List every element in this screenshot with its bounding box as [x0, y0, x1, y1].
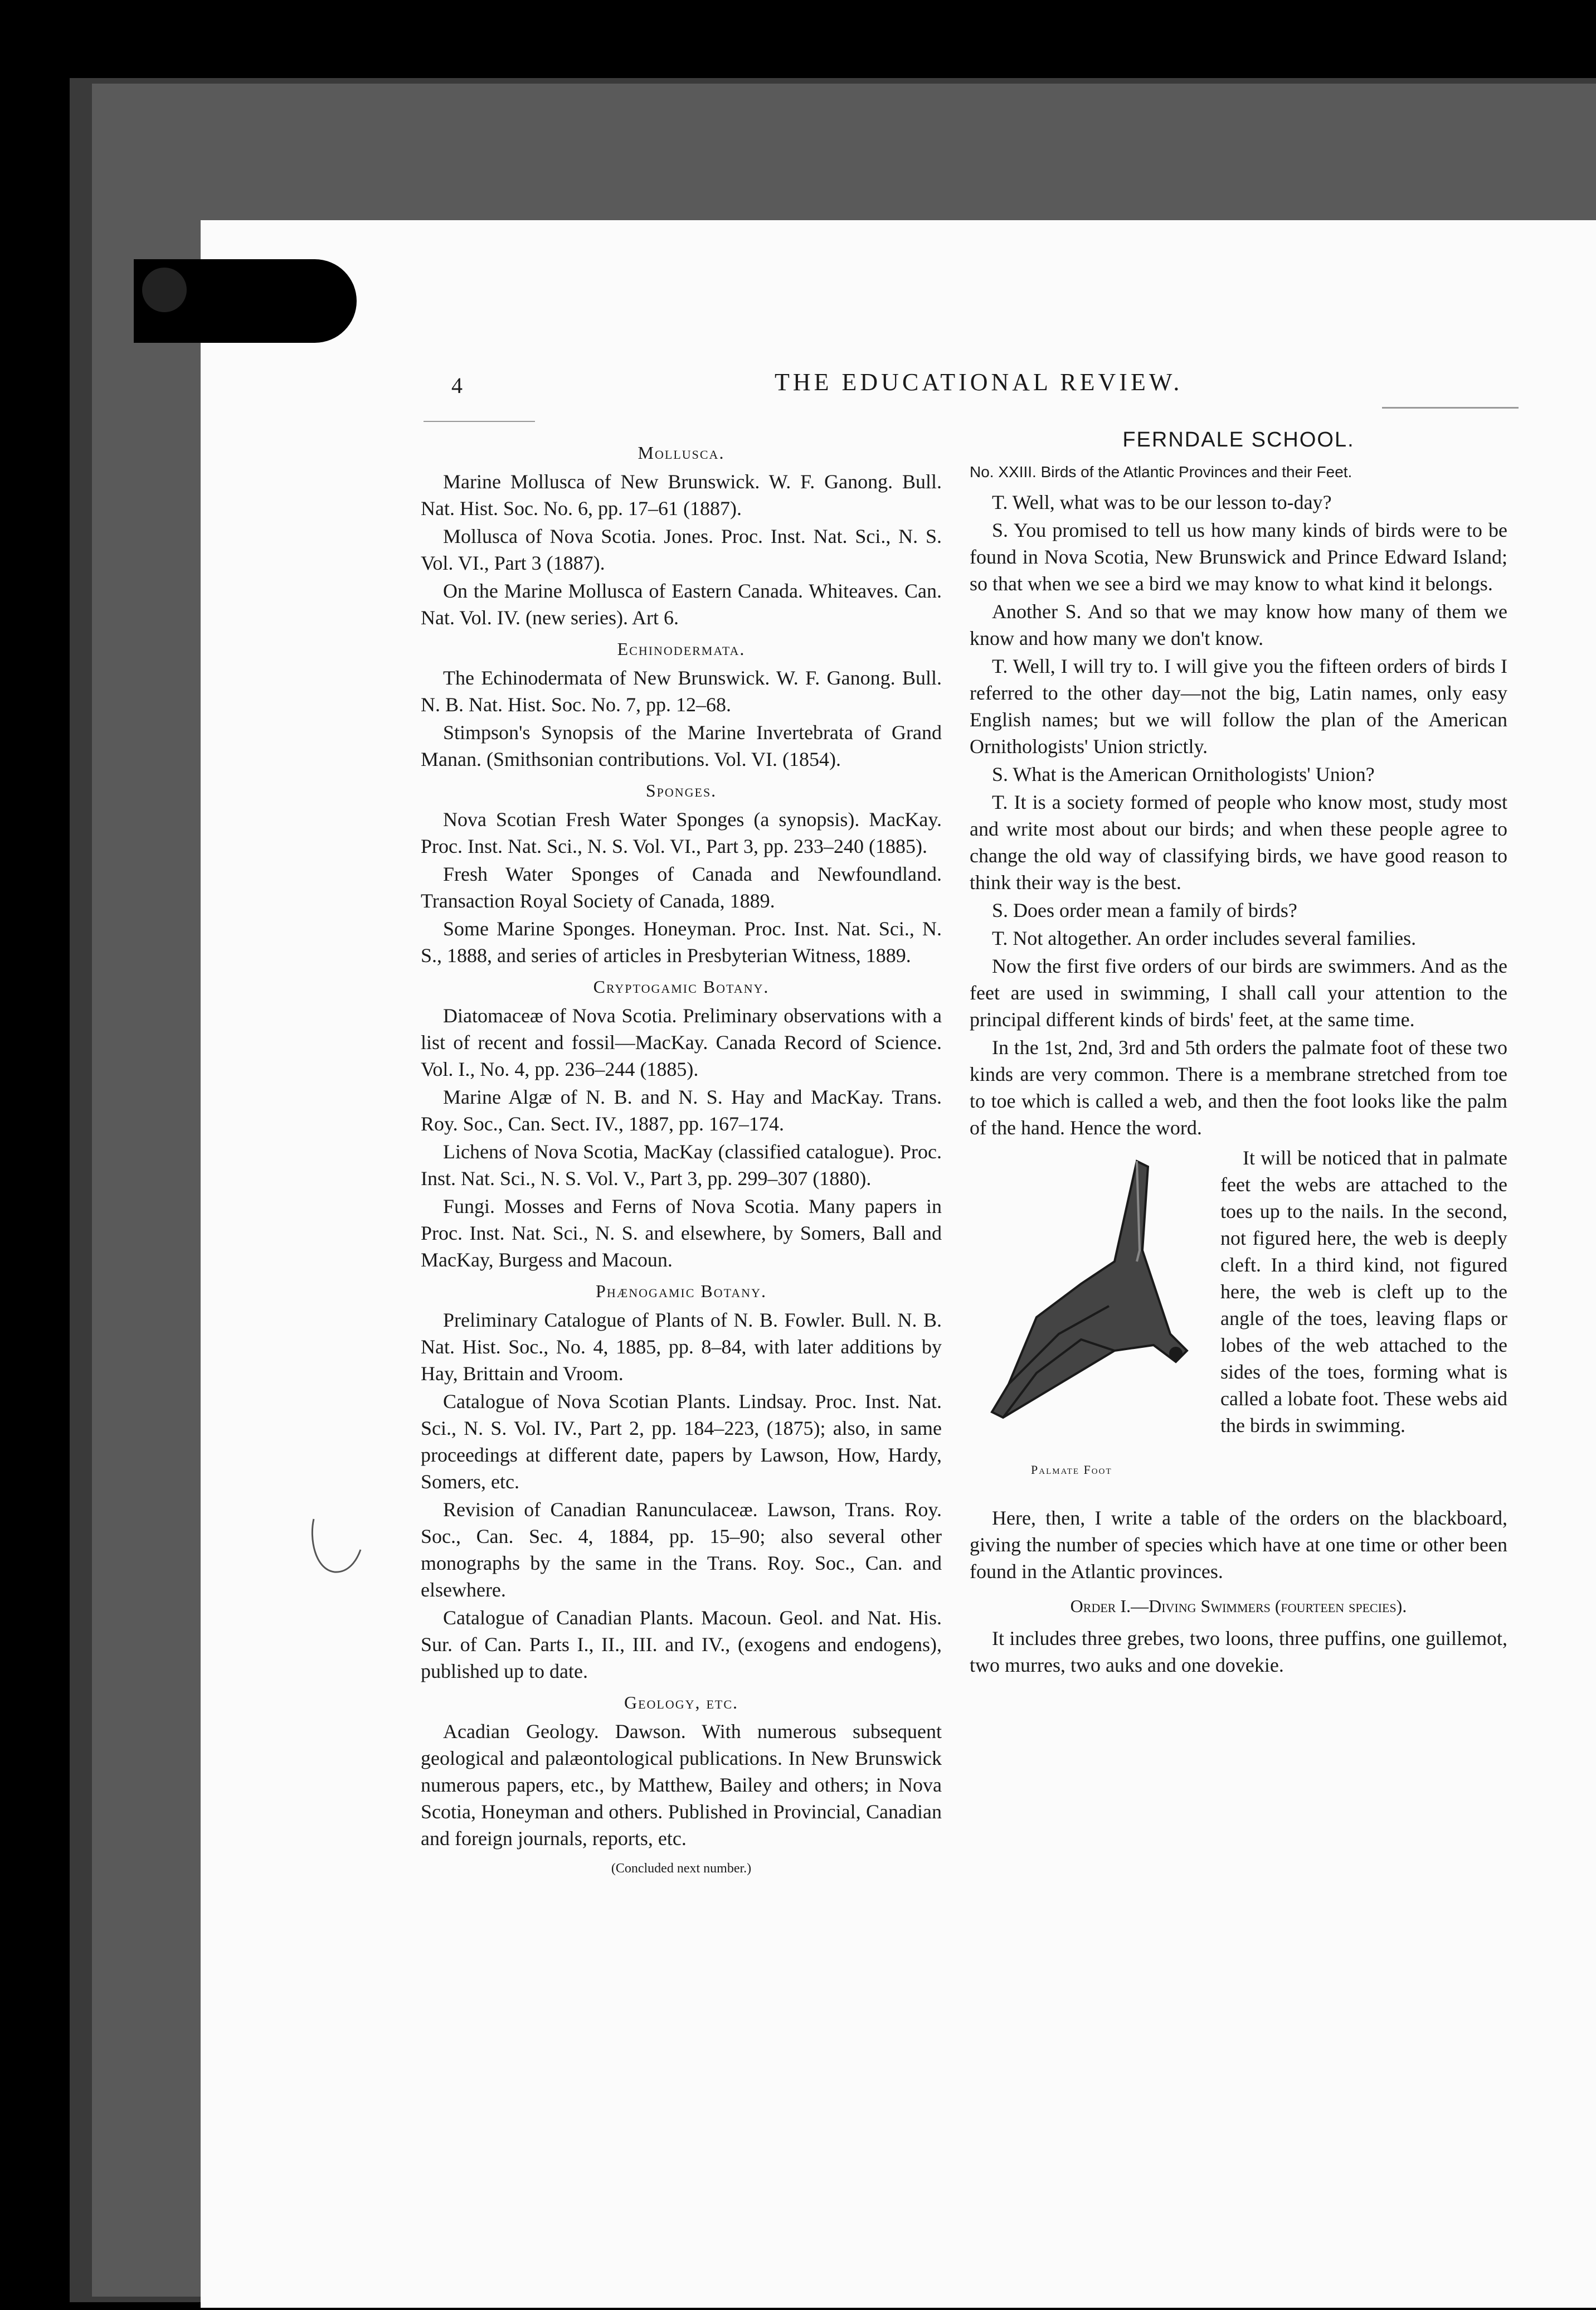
dialogue-paragraph: Here, then, I write a table of the orders on the blackboard, giving the number of species which have at one time or other been found in the Atlantic provinces. — [970, 1507, 1507, 1583]
dialogue-paragraph: In the 1st, 2nd, 3rd and 5th orders the palmate foot of these two kinds are very common. There is a membrane stretched from toe to toe which is called a web, and then the foot looks like the palm of the hand. Hence the word. — [970, 1036, 1507, 1139]
section-heading-sponges: Sponges. — [645, 780, 717, 800]
page-number: 4 — [451, 373, 463, 398]
reference-entry: Catalogue of Canadian Plants. Macoun. Geol. and Nat. His. Sur. of Can. Parts I., II., III. and IV., (exogens and endogens), published up to date. — [421, 1607, 942, 1682]
reference-entry: Lichens of Nova Scotia, MacKay (classified catalogue). Proc. Inst. Nat. Sci., N. S. Vol. V., Part 3, pp. 299–307 (1880). — [421, 1141, 942, 1190]
reference-entry: Diatomaceæ of Nova Scotia. Preliminary observations with a list of recent and fossil—MacKay. Canada Record of Science. Vol. I., No. 4, pp. 236–244 (1885). — [421, 1004, 942, 1080]
reference-entry: Some Marine Sponges. Honeyman. Proc. Inst. Nat. Sci., N. S., 1888, and series of articles in Presbyterian Witness, 1889. — [421, 918, 942, 967]
reference-entry: Catalogue of Nova Scotian Plants. Lindsay. Proc. Inst. Nat. Sci., N. S. Vol. IV., Part 2, pp. 184–223, (1875); also, in same proceedings at different date, papers by Lawson, How, Hardy, Somers, etc. — [421, 1390, 942, 1493]
reference-entry: Fungi. Mosses and Ferns of Nova Scotia. Many papers in Proc. Inst. Nat. Sci., N. S. and elsewhere, by Somers, Ball and MacKay, Burgess and Macoun. — [421, 1195, 942, 1271]
dialogue-paragraph: Now the first five orders of our birds are swimmers. And as the feet are used in swimming, I shall call your attention to the principal different kinds of birds' feet, at the same time. — [970, 955, 1507, 1031]
header-rule-left — [424, 421, 535, 422]
figure-block — [970, 1144, 1507, 1501]
reference-entry: Marine Mollusca of New Brunswick. W. F. Ganong. Bull. Nat. Hist. Soc. No. 6, pp. 17–61 (1887). — [421, 470, 942, 520]
dialogue-paragraph: Another S. And so that we may know how many of them we know and how many we don't know. — [970, 600, 1507, 649]
reference-entry: Stimpson's Synopsis of the Marine Invertebrata of Grand Manan. (Smithsonian contributions. Vol. VI. (1854). — [421, 721, 942, 770]
dialogue-paragraph: S. What is the American Ornithologists' Union? — [992, 763, 1375, 785]
article-title: FERNDALE SCHOOL. — [1122, 428, 1355, 452]
palmate-foot-illustration — [970, 1150, 1209, 1440]
left-column — [421, 435, 942, 1882]
pencil-mark — [309, 1516, 365, 1578]
journal-title: THE EDUCATIONAL REVIEW. — [775, 368, 1183, 396]
dialogue-paragraph: It includes three grebes, two loons, three puffins, one guillemot, two murres, two auks and one dovekie. — [970, 1627, 1507, 1676]
dialogue-paragraph: T. Well, what was to be our lesson to-day? — [992, 491, 1332, 513]
section-heading-echinodermata: Echinodermata. — [617, 639, 746, 659]
order-heading: Order I.—Diving Swimmers (fourteen species). — [1070, 1596, 1407, 1616]
continued-note: (Concluded next number.) — [611, 1861, 752, 1876]
dialogue-paragraph: T. Not altogether. An order includes several families. — [992, 927, 1417, 949]
figure-caption: Palmate Foot — [1031, 1463, 1112, 1477]
clip-rivet — [142, 268, 187, 312]
reference-entry: Mollusca of Nova Scotia. Jones. Proc. Inst. Nat. Sci., N. S. Vol. VI., Part 3 (1887). — [421, 525, 942, 574]
reference-entry: Acadian Geology. Dawson. With numerous subsequent geological and palæontological publications. In New Brunswick numerous papers, etc., by Matthew, Bailey and others; in Nova Scotia, Honeyman and others. Published in Provincial, Canadian and foreign journals, reports, etc. — [421, 1720, 942, 1850]
reference-entry: Preliminary Catalogue of Plants of N. B. Fowler. Bull. N. B. Nat. Hist. Soc., No. 4, 1885, pp. 8–84, with later additions by Hay, Brittain and Vroom. — [421, 1309, 942, 1385]
figure-side-text — [1220, 1144, 1507, 1439]
reference-entry: Nova Scotian Fresh Water Sponges (a synopsis). MacKay. Proc. Inst. Nat. Sci., N. S. Vol. VI., Part 3, pp. 233–240 (1885). — [421, 808, 942, 857]
dialogue-paragraph: S. You promised to tell us how many kinds of birds were to be found in Nova Scotia, New Brunswick and Prince Edward Island; so that when we see a bird we may know to what kind it belongs. — [970, 519, 1507, 595]
dialogue-paragraph: T. Well, I will try to. I will give you the fifteen orders of birds I referred to the other day—not the big, Latin names, only easy English names; but we will follow the plan of the American Ornithologists' Union strictly. — [970, 655, 1507, 758]
section-heading-mollusca: Mollusca. — [638, 443, 725, 463]
reference-entry: The Echinodermata of New Brunswick. W. F. Ganong. Bull. N. B. Nat. Hist. Soc. No. 7, pp. 12–68. — [421, 667, 942, 716]
article-subtitle: No. XXIII. Birds of the Atlantic Provinces and their Feet. — [970, 463, 1352, 481]
section-heading-phaenogamic: Phænogamic Botany. — [596, 1281, 767, 1301]
figure-paragraph: It will be noticed that in palmate feet the webs are attached to the toes up to the nails. In the second, not figured here, the web is deeply cleft. In a third kind, not figured here, the web is cleft up to the angle of the toes, leaving flaps or lobes of the web attached to the sides of the toes, forming what is called a lobate foot. These webs aid the birds in swimming. — [1220, 1147, 1507, 1437]
dialogue-paragraph: S. Does order mean a family of birds? — [992, 899, 1297, 921]
reference-entry: Marine Algæ of N. B. and N. S. Hay and MacKay. Trans. Roy. Soc., Can. Sect. IV., 1887, pp. 167–174. — [421, 1086, 942, 1135]
reference-entry: On the Marine Mollusca of Eastern Canada. Whiteaves. Can. Nat. Vol. IV. (new series). Art 6. — [421, 580, 942, 629]
reference-entry: Fresh Water Sponges of Canada and Newfoundland. Transaction Royal Society of Canada, 1889. — [421, 863, 942, 912]
header-rule — [1382, 407, 1519, 409]
section-heading-cryptogamic: Cryptogamic Botany. — [593, 977, 770, 997]
dialogue-paragraph: T. It is a society formed of people who know most, study most and write most about our birds; and when these people agree to change the old way of classifying birds, we have good reason to think their way is the best. — [970, 791, 1507, 894]
section-heading-geology: Geology, etc. — [624, 1692, 739, 1712]
reference-entry: Revision of Canadian Ranunculaceæ. Lawson, Trans. Roy. Soc., Can. Sec. 4, 1884, pp. 15–90; also several other monographs by the same in the Trans. Roy. Soc., Can. and elsewhere. — [421, 1498, 942, 1601]
right-column — [970, 426, 1507, 1680]
